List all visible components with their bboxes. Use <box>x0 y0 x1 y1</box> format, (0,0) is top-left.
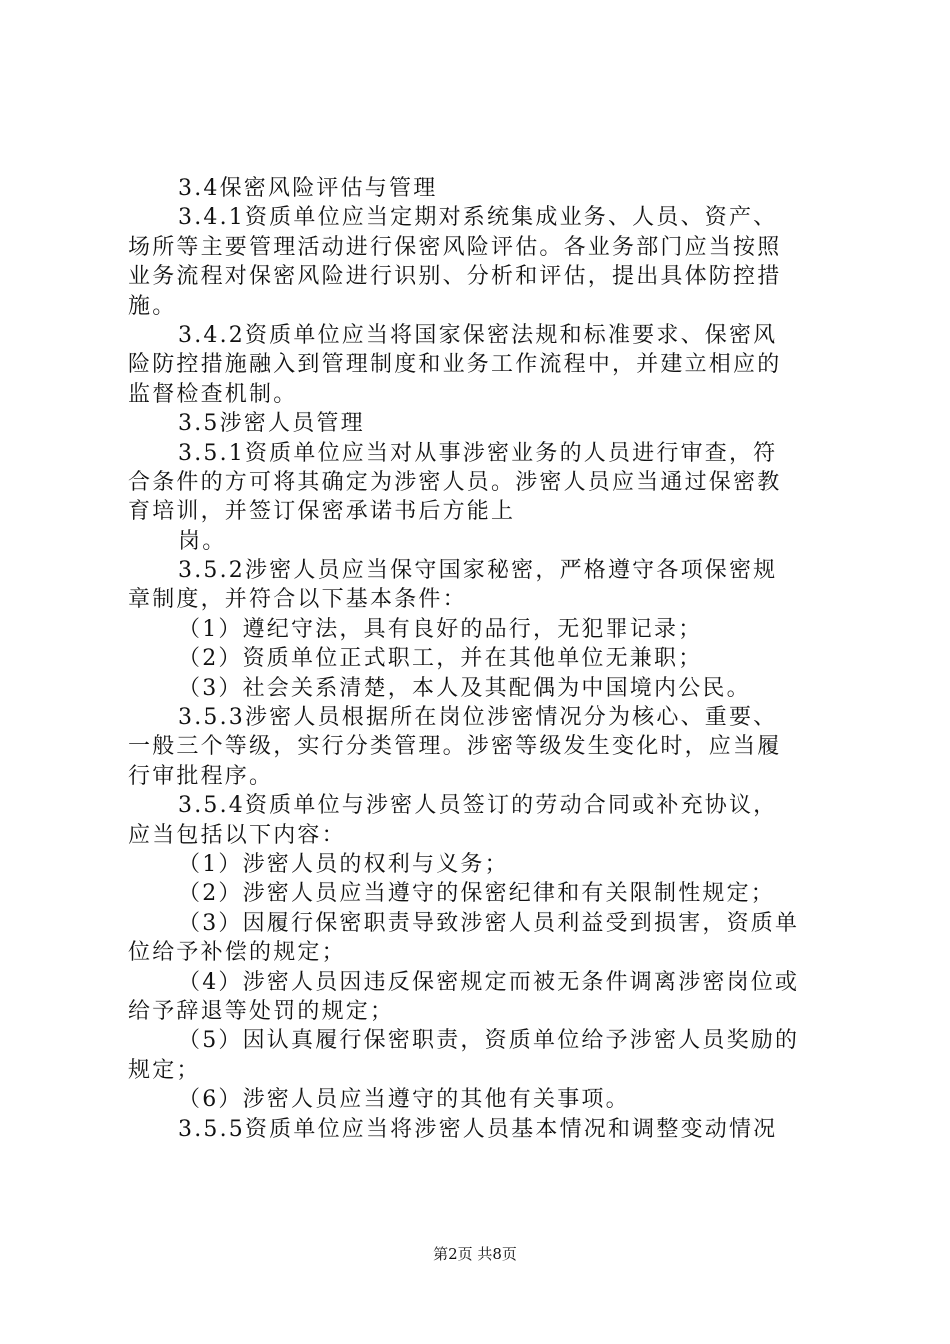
text-line: （2）涉密人员应当遵守的保密纪律和有关限制性规定； <box>178 881 775 907</box>
text-line: 3.5.2涉密人员应当保守国家秘密，严格遵守各项保密规 <box>178 558 778 584</box>
text-line: （4）涉密人员因违反保密规定而被无条件调离涉密岗位或 <box>178 969 800 995</box>
text-line: 章制度，并符合以下基本条件： <box>128 587 467 613</box>
text-line: 险防控措施融入到管理制度和业务工作流程中，并建立相应的 <box>128 352 782 378</box>
text-line: 3.4.1资质单位应当定期对系统集成业务、人员、资产、 <box>178 205 778 231</box>
document-body <box>128 174 833 1144</box>
text-line: 3.5.1资质单位应当对从事涉密业务的人员进行审查，符 <box>178 440 778 466</box>
text-line: 监督检查机制。 <box>128 381 298 407</box>
text-line: （3）社会关系清楚，本人及其配偶为中国境内公民。 <box>178 675 751 701</box>
text-line: （6）涉密人员应当遵守的其他有关事项。 <box>178 1087 630 1113</box>
text-line: 3.5涉密人员管理 <box>178 411 365 437</box>
text-line: （1）涉密人员的权利与义务； <box>178 851 509 877</box>
text-line: 位给予补偿的规定； <box>128 940 346 966</box>
page-footer: 第2页 共8页 <box>433 1245 517 1263</box>
text-line: 育培训，并签订保密承诺书后方能上 <box>128 499 516 525</box>
text-line: 应当包括以下内容： <box>128 822 346 848</box>
text-line: 3.5.3涉密人员根据所在岗位涉密情况分为核心、重要、 <box>178 705 778 731</box>
text-line: （2）资质单位正式职工，并在其他单位无兼职； <box>178 646 703 672</box>
text-line: 一般三个等级，实行分类管理。涉密等级发生变化时，应当履 <box>128 734 782 760</box>
text-line: 3.4保密风险评估与管理 <box>178 176 438 201</box>
text-line: 场所等主要管理活动进行保密风险评估。各业务部门应当按照 <box>128 234 782 260</box>
text-line: （3）因履行保密职责导致涉密人员利益受到损害，资质单 <box>178 910 800 936</box>
text-line: （5）因认真履行保密职责，资质单位给予涉密人员奖励的 <box>178 1028 800 1054</box>
text-line: 岗。 <box>178 528 227 554</box>
text-line: 规定； <box>128 1057 201 1083</box>
text-line: 施。 <box>128 293 177 319</box>
text-line: （1）遵纪守法，具有良好的品行，无犯罪记录； <box>178 616 703 642</box>
text-line: 3.5.5资质单位应当将涉密人员基本情况和调整变动情况 <box>178 1116 778 1142</box>
text-line: 3.4.2资质单位应当将国家保密法规和标准要求、保密风 <box>178 322 778 348</box>
text-line: 给予辞退等处罚的规定； <box>128 998 395 1024</box>
text-line: 业务流程对保密风险进行识别、分析和评估，提出具体防控措 <box>128 264 782 290</box>
text-line: 行审批程序。 <box>128 763 274 789</box>
text-line: 3.5.4资质单位与涉密人员签订的劳动合同或补充协议， <box>178 793 778 819</box>
text-line: 合条件的方可将其确定为涉密人员。涉密人员应当通过保密教 <box>128 469 782 495</box>
